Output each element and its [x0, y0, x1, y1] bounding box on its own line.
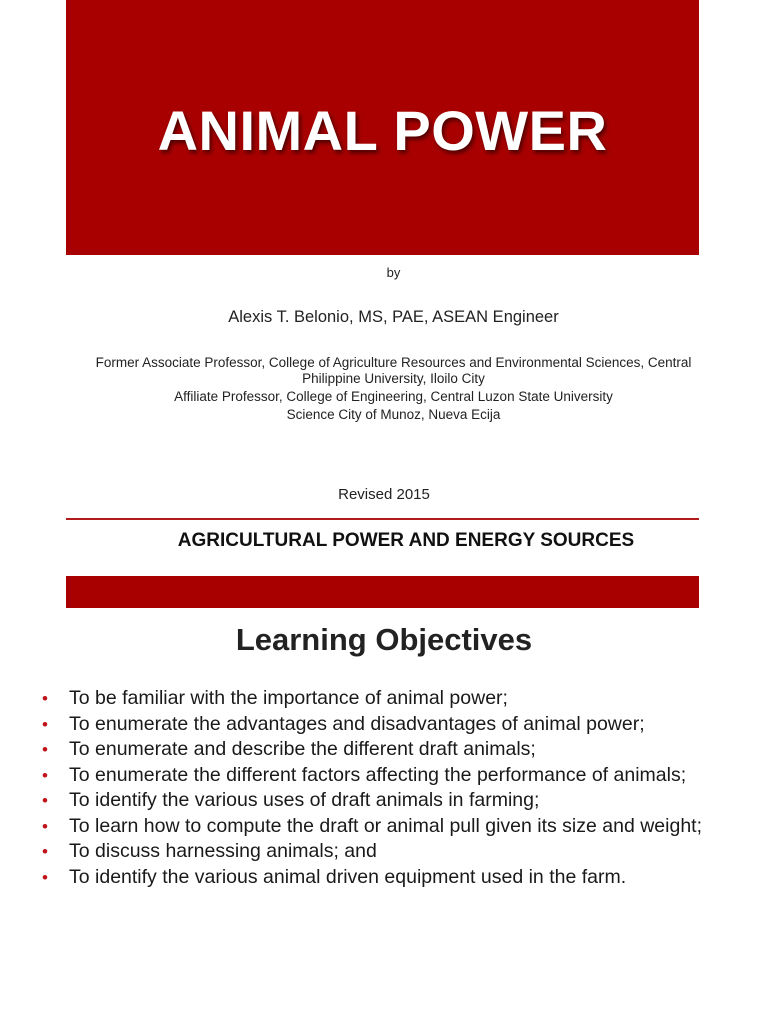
objective-text: To enumerate and describe the different draft animals; [69, 738, 536, 760]
objectives-heading: Learning Objectives [235, 622, 533, 657]
list-item [40, 686, 720, 712]
by-label: by [386, 265, 401, 280]
affiliation-location: Science City of Munoz, Nueva Ecija [286, 407, 501, 422]
list-item [40, 763, 720, 789]
objective-text: To enumerate the different factors affecting the performance of animals; [69, 763, 687, 786]
affiliation-former: Former Associate Professor, College of Agriculture Resources and Environmental Sciences, Central Philippine University, Iloilo City [95, 355, 692, 386]
bullet-icon: • [42, 740, 48, 759]
list-item [40, 839, 720, 865]
objective-text: To enumerate the advantages and disadvantages of animal power; [69, 712, 645, 735]
page-title: ANIMAL POWER [157, 99, 608, 162]
objectives-banner [66, 576, 699, 608]
list-item [40, 737, 720, 763]
bullet-icon: • [42, 842, 48, 861]
revision-note: Revised 2015 [338, 486, 430, 503]
list-item [40, 814, 720, 840]
objective-text: To discuss harnessing animals; and [69, 840, 377, 862]
section-divider [66, 518, 699, 520]
section-subtitle: AGRICULTURAL POWER AND ENERGY SOURCES [177, 530, 635, 551]
objective-text: To identify the various uses of draft animals in farming; [69, 789, 540, 811]
bullet-icon: • [42, 791, 48, 810]
objectives-list [40, 686, 720, 890]
bullet-icon: • [42, 867, 48, 887]
bullet-icon: • [42, 714, 48, 734]
list-item [40, 712, 720, 738]
objective-text: To be familiar with the importance of animal power; [69, 687, 508, 709]
title-banner [66, 0, 699, 255]
list-item [40, 788, 720, 814]
objective-text: To learn how to compute the draft or animal pull given its size and weight; [69, 814, 703, 837]
author-name: Alexis T. Belonio, MS, PAE, ASEAN Engineer [228, 308, 559, 326]
list-item [40, 865, 720, 891]
objective-text: To identify the various animal driven equipment used in the farm. [69, 865, 627, 888]
affiliation-current: Affiliate Professor, College of Engineering, Central Luzon State University [174, 389, 613, 404]
bullet-icon: • [42, 689, 48, 708]
bullet-icon: • [42, 816, 48, 836]
bullet-icon: • [42, 765, 48, 785]
